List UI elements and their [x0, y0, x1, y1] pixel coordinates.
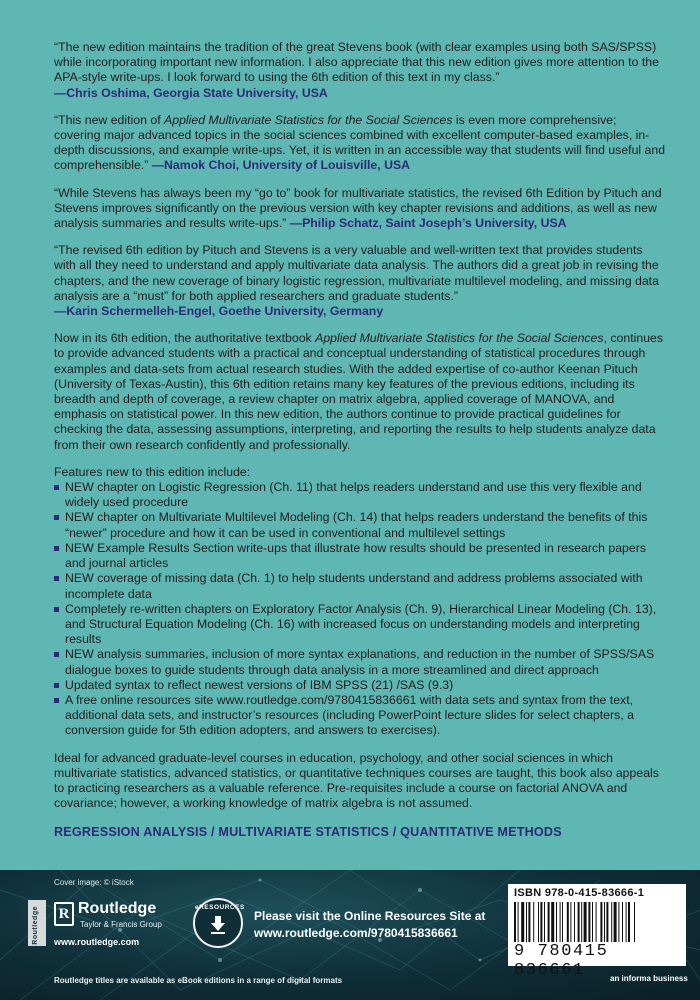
features-intro: Features new to this edition include:: [54, 464, 251, 479]
barcode-bar: [618, 902, 619, 942]
description-before: Now in its 6th edition, the authoritative textbook: [54, 331, 316, 346]
barcode-bar: [622, 902, 623, 942]
barcode-bar: [528, 902, 530, 942]
review-2-text-after: is even more comprehensive; covering major advanced topics in the social sciences combined with excellent computer-based examples, in-depth discussions, and example write-ups. Yet, it is written in an accessible way that students will find useful and comprehensible.”: [54, 112, 666, 173]
review-2-text-before: “This new edition of: [54, 112, 165, 127]
barcode-bar: [578, 902, 580, 942]
barcode-graphic: [514, 902, 680, 942]
review-4: [54, 243, 666, 319]
review-3-text: “While Stevens has always been my “go to” book for multivariate statistics, the revised 6th Edition by Pituch and Stevens improves significantly on the previous version with key chapter revisions and additions, as well as new analysis summaries and results write-ups.”: [54, 185, 662, 231]
cover-footer: [0, 870, 700, 1000]
feature-item: NEW Example Results Section write-ups that illustrate how results should be presented in research papers and journal articles: [54, 541, 666, 571]
book-description: [54, 331, 666, 453]
feature-item: NEW chapter on Multivariate Multilevel Modeling (Ch. 14) that helps readers understand the benefits of this “newer” procedure and how it can be used in conventional and multilevel settings: [54, 510, 666, 540]
informa-tagline: an informa business: [610, 974, 688, 983]
eresources-badge: [193, 898, 243, 948]
barcode-bar: [581, 902, 582, 942]
visit-line-1: Please visit the Online Resources Site at: [254, 909, 486, 923]
description-book-title: Applied Multivariate Statistics for the Social Sciences: [315, 331, 604, 346]
cover-image-credit: Cover image: © iStock: [54, 878, 134, 887]
review-1-attribution: —Chris Oshima, Georgia State University, USA: [54, 85, 328, 100]
online-resources-note: [254, 908, 485, 942]
review-2-book-title: Applied Multivariate Statistics for the Social Sciences: [164, 112, 453, 127]
barcode-bar: [526, 902, 527, 942]
barcode-bar: [592, 902, 593, 942]
barcode-bar: [548, 902, 550, 942]
barcode-bar: [614, 902, 617, 942]
feature-item: NEW analysis summaries, inclusion of more syntax explanations, and reduction in the number of SPSS/SAS dialogue boxes to guide students through data analysis in a more streamlined and direct approach: [54, 647, 666, 677]
barcode-bar: [521, 902, 524, 942]
publisher-url: www.routledge.com: [54, 937, 140, 947]
barcode-bar: [588, 902, 590, 942]
barcode-bar: [611, 902, 612, 942]
isbn-digits: 9 780415 836661: [514, 942, 609, 980]
barcode-bar: [584, 902, 587, 942]
barcode-bar: [540, 902, 542, 942]
barcode-bar: [544, 902, 545, 942]
barcode-bar: [606, 902, 608, 942]
barcode-bar: [560, 902, 561, 942]
barcode-bar: [551, 902, 554, 942]
review-2: [54, 113, 666, 174]
barcode-bar: [596, 902, 597, 942]
download-arrow-icon: [208, 914, 228, 934]
audience-paragraph: Ideal for advanced graduate-level courses in education, psychology, and other social sciences in which multivariate statistics, advanced statistics, or quantitative techniques courses are taught, this book also appeals to practicing researchers as a valuable reference. Pre-requisites include a course on factorial ANOVA and covariance; however, a working knowledge of matrix algebra is not assumed.: [54, 750, 659, 811]
isbn-label: ISBN 978-0-415-83666-1: [514, 887, 645, 899]
review-4-attribution: —Karin Schermelleh-Engel, Goethe University, Germany: [54, 304, 384, 319]
barcode-bar: [600, 902, 602, 942]
barcode-bar: [626, 902, 627, 942]
review-2-attribution: —Namok Choi, University of Louisville, USA: [151, 158, 411, 173]
visit-line-2: www.routledge.com/9780415836661: [254, 926, 458, 940]
barcode-bar: [634, 902, 635, 942]
description-after: , continues to provide advanced students with a practical and conceptual understanding of statistical procedures through examples and data-sets from actual research studies. With the added expertise of co-author Keenan Pituch (University of Texas-Austin), this 6th edition retains many key features of the previous editions, including its breadth and depth of coverage, a review chapter on matrix algebra, applied coverage of MANOVA, and emphasis on statistical power. In this new edition, the authors continue to provide practical guidelines for checking the data, assessing assumptions, interpreting, and reporting the results to help students analyze data from their own research confidently and professionally.: [54, 331, 664, 452]
barcode-bar: [514, 902, 516, 942]
barcode-bar: [574, 902, 575, 942]
barcode-bar: [556, 902, 557, 942]
barcode-bar: [518, 902, 519, 942]
barcode-bar: [570, 902, 571, 942]
barcode-bar: [628, 902, 630, 942]
spine-text: Routledge: [32, 906, 39, 945]
review-1-text: “The new edition maintains the tradition of the great Stevens book (with clear examples using both SAS/SPSS) while incorporating important new information. I also appreciate that this new edition gives more attention to the APA-style write-ups. I look forward to using the 6th edition of this text in my class.”: [54, 40, 659, 85]
barcode-bar: [562, 902, 563, 942]
review-3-attribution: —Philip Schatz, Saint Joseph’s University, USA: [289, 216, 567, 231]
feature-item: NEW coverage of missing data (Ch. 1) to help students understand and address problems associated with incomplete data: [54, 571, 666, 601]
routledge-logo-icon: R: [54, 902, 74, 926]
barcode-bar: [533, 902, 534, 942]
ebook-availability-note: Routledge titles are available as eBook editions in a range of digital formats: [54, 976, 343, 985]
features-list: [54, 480, 666, 738]
publisher-name: Routledge: [78, 900, 157, 917]
feature-item: A free online resources site www.routledge.com/9780415836661 with data sets and syntax from the text, additional data sets, and instructor’s resources (including PowerPoint lecture slides for select chapters, a conversion guide for 5th edition adopters, and answers to exercises).: [54, 693, 666, 739]
spine-logo-strip: [28, 900, 46, 946]
feature-item: Updated syntax to reflect newest versions of IBM SPSS (21) /SAS (9.3): [54, 678, 666, 693]
eresources-badge-label: eRESOURCES: [195, 904, 245, 911]
barcode-bar: [538, 902, 539, 942]
review-1: [54, 40, 666, 101]
barcode-bar: [567, 902, 569, 942]
publisher-group: Taylor & Francis Group: [80, 920, 162, 929]
review-3: [54, 186, 666, 232]
feature-item: Completely re-written chapters on Exploratory Factor Analysis (Ch. 9), Hierarchical Linear Modeling (Ch. 13), and Structural Equation Modeling (Ch. 16) with increased focus on understanding models and interpreting results: [54, 602, 666, 648]
back-cover-text: [54, 40, 666, 841]
feature-item: NEW chapter on Logistic Regression (Ch. 11) that helps readers understand and use this very flexible and widely used procedure: [54, 480, 666, 510]
subject-categories: REGRESSION ANALYSIS / MULTIVARIATE STATISTICS / QUANTITATIVE METHODS: [54, 825, 562, 840]
barcode-bar: [604, 902, 605, 942]
review-4-text: “The revised 6th edition by Pituch and Stevens is a very valuable and well-written text that provides students with all they need to understand and apply multivariate data analysis. The authors did a great job in revising the chapters, and the new coverage of binary logistic regression, multivariate multilevel modeling, and missing data analysis are a “must” for both applied researchers and graduate students.”: [54, 243, 659, 303]
